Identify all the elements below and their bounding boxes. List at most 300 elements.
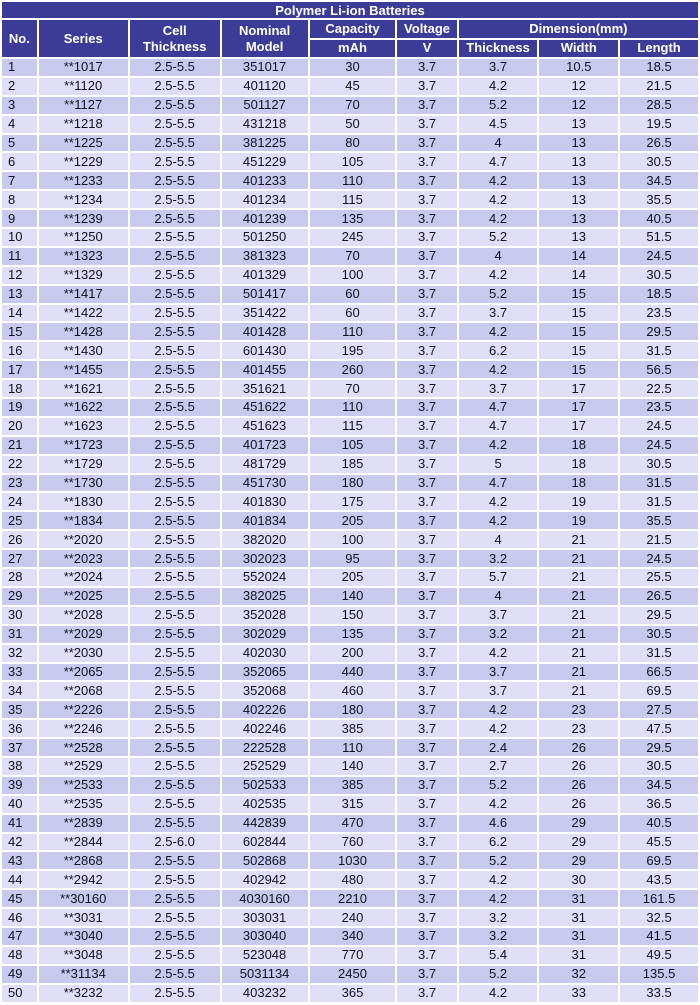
cell-capacity: 470: [310, 815, 396, 832]
cell-cell-thickness: 2.5-5.5: [130, 758, 220, 775]
cell-no: 15: [2, 323, 37, 340]
cell-no: 1: [2, 59, 37, 76]
cell-series: **2529: [39, 758, 128, 775]
cell-capacity: 195: [310, 342, 396, 359]
cell-capacity: 240: [310, 909, 396, 926]
table-header: [2, 2, 698, 57]
table-row: [2, 890, 698, 907]
cell-capacity: 175: [310, 493, 396, 510]
cell-capacity: 100: [310, 267, 396, 284]
cell-dim-thickness: 4.5: [459, 116, 538, 133]
cell-voltage: 3.7: [397, 267, 456, 284]
cell-cell-thickness: 2.5-5.5: [130, 342, 220, 359]
cell-no: 13: [2, 286, 37, 303]
cell-dim-width: 29: [539, 815, 618, 832]
cell-no: 14: [2, 305, 37, 322]
cell-no: 50: [2, 985, 37, 1002]
cell-nominal-model: 352028: [222, 607, 308, 624]
cell-voltage: 3.7: [397, 682, 456, 699]
cell-cell-thickness: 2.5-5.5: [130, 267, 220, 284]
cell-series: **2024: [39, 569, 128, 586]
cell-dim-thickness: 4.2: [459, 191, 538, 208]
cell-dim-thickness: 3.7: [459, 607, 538, 624]
cell-voltage: 3.7: [397, 399, 456, 416]
cell-dim-thickness: 4.2: [459, 437, 538, 454]
cell-series: **2839: [39, 815, 128, 832]
cell-capacity: 180: [310, 475, 396, 492]
cell-dim-thickness: 4.2: [459, 323, 538, 340]
cell-dim-length: 40.5: [620, 815, 698, 832]
cell-dim-width: 31: [539, 909, 618, 926]
cell-no: 40: [2, 796, 37, 813]
cell-series: **3232: [39, 985, 128, 1002]
cell-nominal-model: 403232: [222, 985, 308, 1002]
table-row: [2, 645, 698, 662]
cell-series: **2029: [39, 626, 128, 643]
cell-voltage: 3.7: [397, 947, 456, 964]
cell-series: **1428: [39, 323, 128, 340]
cell-dim-width: 21: [539, 531, 618, 548]
cell-dim-length: 56.5: [620, 361, 698, 378]
cell-capacity: 365: [310, 985, 396, 1002]
header-dim-length: Length: [620, 40, 698, 58]
cell-capacity: 245: [310, 229, 396, 246]
cell-voltage: 3.7: [397, 890, 456, 907]
cell-no: 25: [2, 512, 37, 529]
cell-series: **2533: [39, 777, 128, 794]
cell-voltage: 3.7: [397, 380, 456, 397]
cell-dim-width: 29: [539, 852, 618, 869]
cell-dim-thickness: 3.2: [459, 909, 538, 926]
cell-capacity: 30: [310, 59, 396, 76]
cell-dim-width: 17: [539, 399, 618, 416]
cell-nominal-model: 451730: [222, 475, 308, 492]
table-row: [2, 588, 698, 605]
cell-no: 12: [2, 267, 37, 284]
cell-dim-thickness: 4.2: [459, 361, 538, 378]
cell-dim-width: 18: [539, 475, 618, 492]
cell-series: **3048: [39, 947, 128, 964]
cell-dim-thickness: 3.7: [459, 380, 538, 397]
cell-dim-length: 18.5: [620, 286, 698, 303]
cell-capacity: 1030: [310, 852, 396, 869]
cell-no: 21: [2, 437, 37, 454]
cell-series: **1730: [39, 475, 128, 492]
cell-cell-thickness: 2.5-5.5: [130, 588, 220, 605]
cell-dim-length: 26.5: [620, 135, 698, 152]
table-row: [2, 701, 698, 718]
cell-voltage: 3.7: [397, 607, 456, 624]
table-row: [2, 531, 698, 548]
table-row: [2, 135, 698, 152]
cell-dim-length: 66.5: [620, 664, 698, 681]
header-capacity: Capacity: [310, 20, 396, 38]
cell-capacity: 140: [310, 758, 396, 775]
cell-dim-width: 31: [539, 890, 618, 907]
cell-series: **1017: [39, 59, 128, 76]
table-row: [2, 248, 698, 265]
cell-dim-thickness: 4.7: [459, 475, 538, 492]
header-voltage-unit: V: [397, 40, 456, 58]
cell-voltage: 3.7: [397, 342, 456, 359]
cell-voltage: 3.7: [397, 437, 456, 454]
cell-series: **1723: [39, 437, 128, 454]
cell-series: **1422: [39, 305, 128, 322]
cell-dim-width: 30: [539, 871, 618, 888]
cell-nominal-model: 352065: [222, 664, 308, 681]
cell-capacity: 110: [310, 739, 396, 756]
cell-capacity: 95: [310, 550, 396, 567]
cell-capacity: 480: [310, 871, 396, 888]
header-cell-thickness: Cell Thickness: [130, 20, 220, 57]
cell-nominal-model: 401834: [222, 512, 308, 529]
cell-dim-thickness: 4.2: [459, 985, 538, 1002]
cell-dim-thickness: 3.2: [459, 550, 538, 567]
table-body: [2, 59, 698, 1002]
table-row: [2, 985, 698, 1002]
cell-dim-thickness: 4: [459, 531, 538, 548]
cell-dim-length: 34.5: [620, 172, 698, 189]
cell-cell-thickness: 2.5-5.5: [130, 607, 220, 624]
cell-capacity: 70: [310, 248, 396, 265]
cell-no: 2: [2, 78, 37, 95]
cell-dim-width: 12: [539, 97, 618, 114]
cell-cell-thickness: 2.5-5.5: [130, 626, 220, 643]
cell-voltage: 3.7: [397, 475, 456, 492]
cell-series: **2535: [39, 796, 128, 813]
cell-dim-length: 32.5: [620, 909, 698, 926]
cell-voltage: 3.7: [397, 777, 456, 794]
cell-no: 27: [2, 550, 37, 567]
cell-nominal-model: 442839: [222, 815, 308, 832]
cell-series: **3040: [39, 928, 128, 945]
cell-no: 34: [2, 682, 37, 699]
cell-no: 11: [2, 248, 37, 265]
table-row: [2, 720, 698, 737]
cell-cell-thickness: 2.5-5.5: [130, 59, 220, 76]
cell-dim-length: 43.5: [620, 871, 698, 888]
cell-dim-thickness: 5.2: [459, 966, 538, 983]
cell-dim-thickness: 4.2: [459, 267, 538, 284]
cell-dim-width: 15: [539, 342, 618, 359]
cell-nominal-model: 401428: [222, 323, 308, 340]
table-row: [2, 97, 698, 114]
cell-nominal-model: 381323: [222, 248, 308, 265]
cell-nominal-model: 302029: [222, 626, 308, 643]
cell-dim-thickness: 5.2: [459, 777, 538, 794]
cell-no: 29: [2, 588, 37, 605]
cell-dim-length: 24.5: [620, 418, 698, 435]
cell-series: **1233: [39, 172, 128, 189]
cell-dim-thickness: 3.2: [459, 626, 538, 643]
cell-dim-width: 26: [539, 777, 618, 794]
cell-series: **1323: [39, 248, 128, 265]
header-dimension: Dimension(mm): [459, 20, 698, 38]
table-row: [2, 437, 698, 454]
cell-dim-thickness: 5.2: [459, 286, 538, 303]
cell-dim-length: 30.5: [620, 153, 698, 170]
cell-dim-thickness: 4.2: [459, 512, 538, 529]
cell-cell-thickness: 2.5-5.5: [130, 569, 220, 586]
cell-dim-length: 69.5: [620, 852, 698, 869]
cell-dim-length: 21.5: [620, 78, 698, 95]
cell-capacity: 385: [310, 720, 396, 737]
cell-no: 30: [2, 607, 37, 624]
cell-voltage: 3.7: [397, 871, 456, 888]
cell-voltage: 3.7: [397, 758, 456, 775]
cell-series: **1218: [39, 116, 128, 133]
cell-dim-thickness: 4.7: [459, 418, 538, 435]
cell-capacity: 135: [310, 626, 396, 643]
table-row: [2, 512, 698, 529]
cell-voltage: 3.7: [397, 361, 456, 378]
cell-dim-length: 29.5: [620, 323, 698, 340]
cell-capacity: 315: [310, 796, 396, 813]
cell-dim-width: 14: [539, 267, 618, 284]
cell-dim-length: 29.5: [620, 739, 698, 756]
cell-dim-thickness: 4.2: [459, 701, 538, 718]
table-row: [2, 550, 698, 567]
cell-no: 37: [2, 739, 37, 756]
cell-dim-thickness: 4.7: [459, 153, 538, 170]
cell-capacity: 105: [310, 153, 396, 170]
cell-capacity: 770: [310, 947, 396, 964]
cell-series: **1329: [39, 267, 128, 284]
cell-capacity: 50: [310, 116, 396, 133]
table-row: [2, 172, 698, 189]
cell-series: **1120: [39, 78, 128, 95]
cell-cell-thickness: 2.5-5.5: [130, 928, 220, 945]
cell-nominal-model: 401329: [222, 267, 308, 284]
cell-no: 4: [2, 116, 37, 133]
cell-nominal-model: 382025: [222, 588, 308, 605]
cell-dim-length: 24.5: [620, 550, 698, 567]
cell-dim-length: 33.5: [620, 985, 698, 1002]
cell-no: 19: [2, 399, 37, 416]
cell-cell-thickness: 2.5-5.5: [130, 871, 220, 888]
table-row: [2, 871, 698, 888]
cell-series: **2030: [39, 645, 128, 662]
cell-voltage: 3.7: [397, 834, 456, 851]
cell-nominal-model: 431218: [222, 116, 308, 133]
cell-series: **1623: [39, 418, 128, 435]
cell-no: 31: [2, 626, 37, 643]
cell-nominal-model: 451622: [222, 399, 308, 416]
cell-cell-thickness: 2.5-5.5: [130, 248, 220, 265]
cell-dim-thickness: 4.2: [459, 172, 538, 189]
table-row: [2, 153, 698, 170]
header-capacity-unit: mAh: [310, 40, 396, 58]
cell-cell-thickness: 2.5-5.5: [130, 380, 220, 397]
cell-dim-width: 29: [539, 834, 618, 851]
table-row: [2, 909, 698, 926]
cell-no: 17: [2, 361, 37, 378]
cell-dim-length: 135.5: [620, 966, 698, 983]
cell-series: **1417: [39, 286, 128, 303]
cell-series: **1830: [39, 493, 128, 510]
cell-cell-thickness: 2.5-5.5: [130, 890, 220, 907]
cell-voltage: 3.7: [397, 135, 456, 152]
cell-series: **2942: [39, 871, 128, 888]
cell-nominal-model: 302023: [222, 550, 308, 567]
cell-no: 28: [2, 569, 37, 586]
table-row: [2, 305, 698, 322]
cell-nominal-model: 401830: [222, 493, 308, 510]
cell-dim-width: 21: [539, 664, 618, 681]
cell-dim-width: 18: [539, 456, 618, 473]
cell-voltage: 3.7: [397, 739, 456, 756]
cell-no: 20: [2, 418, 37, 435]
cell-dim-width: 26: [539, 739, 618, 756]
cell-no: 26: [2, 531, 37, 548]
cell-dim-thickness: 4.7: [459, 399, 538, 416]
cell-voltage: 3.7: [397, 966, 456, 983]
table-row: [2, 966, 698, 983]
cell-dim-length: 25.5: [620, 569, 698, 586]
table-row: [2, 59, 698, 76]
cell-nominal-model: 401455: [222, 361, 308, 378]
cell-nominal-model: 401723: [222, 437, 308, 454]
cell-dim-length: 49.5: [620, 947, 698, 964]
cell-voltage: 3.7: [397, 550, 456, 567]
cell-dim-thickness: 5.2: [459, 852, 538, 869]
cell-dim-width: 13: [539, 191, 618, 208]
cell-capacity: 135: [310, 210, 396, 227]
cell-series: **2020: [39, 531, 128, 548]
cell-no: 47: [2, 928, 37, 945]
cell-nominal-model: 501127: [222, 97, 308, 114]
cell-dim-thickness: 5.2: [459, 229, 538, 246]
table-row: [2, 399, 698, 416]
cell-dim-thickness: 6.2: [459, 342, 538, 359]
cell-dim-width: 15: [539, 361, 618, 378]
cell-capacity: 115: [310, 418, 396, 435]
table-row: [2, 682, 698, 699]
cell-cell-thickness: 2.5-5.5: [130, 739, 220, 756]
cell-dim-width: 21: [539, 569, 618, 586]
cell-voltage: 3.7: [397, 248, 456, 265]
cell-no: 32: [2, 645, 37, 662]
cell-no: 38: [2, 758, 37, 775]
cell-cell-thickness: 2.5-5.5: [130, 437, 220, 454]
cell-capacity: 2450: [310, 966, 396, 983]
cell-voltage: 3.7: [397, 720, 456, 737]
cell-dim-length: 21.5: [620, 531, 698, 548]
cell-nominal-model: 552024: [222, 569, 308, 586]
cell-nominal-model: 381225: [222, 135, 308, 152]
cell-no: 46: [2, 909, 37, 926]
cell-nominal-model: 382020: [222, 531, 308, 548]
table-row: [2, 796, 698, 813]
cell-dim-width: 15: [539, 323, 618, 340]
header-voltage: Voltage: [397, 20, 456, 38]
table-row: [2, 342, 698, 359]
cell-nominal-model: 501417: [222, 286, 308, 303]
cell-dim-length: 18.5: [620, 59, 698, 76]
cell-nominal-model: 351621: [222, 380, 308, 397]
cell-series: **2023: [39, 550, 128, 567]
cell-voltage: 3.7: [397, 531, 456, 548]
cell-dim-thickness: 4.2: [459, 796, 538, 813]
cell-cell-thickness: 2.5-5.5: [130, 323, 220, 340]
cell-series: **1729: [39, 456, 128, 473]
cell-dim-length: 35.5: [620, 191, 698, 208]
table-row: [2, 78, 698, 95]
cell-capacity: 2210: [310, 890, 396, 907]
cell-capacity: 205: [310, 512, 396, 529]
cell-capacity: 150: [310, 607, 396, 624]
cell-cell-thickness: 2.5-5.5: [130, 796, 220, 813]
cell-dim-length: 31.5: [620, 493, 698, 510]
cell-dim-thickness: 4: [459, 588, 538, 605]
cell-nominal-model: 502533: [222, 777, 308, 794]
table-row: [2, 947, 698, 964]
cell-dim-thickness: 5.7: [459, 569, 538, 586]
cell-no: 3: [2, 97, 37, 114]
cell-cell-thickness: 2.5-5.5: [130, 985, 220, 1002]
cell-dim-length: 41.5: [620, 928, 698, 945]
cell-dim-length: 30.5: [620, 758, 698, 775]
table-row: [2, 456, 698, 473]
cell-dim-length: 22.5: [620, 380, 698, 397]
cell-voltage: 3.7: [397, 852, 456, 869]
cell-dim-length: 51.5: [620, 229, 698, 246]
table-row: [2, 777, 698, 794]
cell-dim-width: 13: [539, 153, 618, 170]
cell-no: 16: [2, 342, 37, 359]
cell-voltage: 3.7: [397, 229, 456, 246]
cell-no: 41: [2, 815, 37, 832]
cell-capacity: 70: [310, 97, 396, 114]
cell-cell-thickness: 2.5-5.5: [130, 305, 220, 322]
cell-dim-width: 26: [539, 796, 618, 813]
cell-cell-thickness: 2.5-5.5: [130, 172, 220, 189]
cell-capacity: 385: [310, 777, 396, 794]
cell-capacity: 460: [310, 682, 396, 699]
cell-voltage: 3.7: [397, 928, 456, 945]
cell-dim-thickness: 3.7: [459, 664, 538, 681]
cell-voltage: 3.7: [397, 286, 456, 303]
cell-no: 10: [2, 229, 37, 246]
cell-cell-thickness: 2.5-5.5: [130, 418, 220, 435]
cell-dim-thickness: 2.7: [459, 758, 538, 775]
table-row: [2, 361, 698, 378]
cell-cell-thickness: 2.5-5.5: [130, 966, 220, 983]
table-row: [2, 758, 698, 775]
cell-dim-thickness: 3.7: [459, 682, 538, 699]
cell-voltage: 3.7: [397, 210, 456, 227]
cell-dim-thickness: 4.2: [459, 871, 538, 888]
cell-dim-width: 14: [539, 248, 618, 265]
cell-series: **3031: [39, 909, 128, 926]
header-no: No.: [2, 20, 37, 57]
cell-dim-length: 35.5: [620, 512, 698, 529]
cell-voltage: 3.7: [397, 59, 456, 76]
cell-dim-width: 13: [539, 172, 618, 189]
cell-voltage: 3.7: [397, 305, 456, 322]
cell-voltage: 3.7: [397, 97, 456, 114]
cell-capacity: 110: [310, 399, 396, 416]
cell-capacity: 60: [310, 305, 396, 322]
table-row: [2, 418, 698, 435]
cell-series: **2528: [39, 739, 128, 756]
cell-no: 36: [2, 720, 37, 737]
cell-cell-thickness: 2.5-5.5: [130, 720, 220, 737]
cell-dim-width: 17: [539, 380, 618, 397]
cell-dim-width: 21: [539, 550, 618, 567]
cell-dim-width: 10.5: [539, 59, 618, 76]
cell-dim-length: 69.5: [620, 682, 698, 699]
